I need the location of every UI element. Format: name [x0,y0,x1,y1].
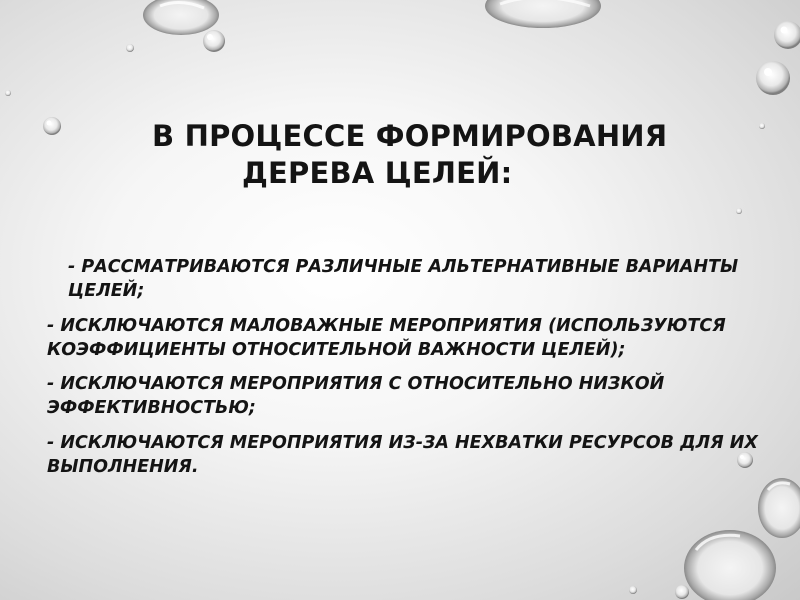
slide-title-line-2: ДЕРЕВА ЦЕЛЕЙ: [242,156,513,190]
bullet-line: ЭФФЕКТИВНОСТЬЮ; [47,398,256,418]
bullet-line: - РАССМАТРИВАЮТСЯ РАЗЛИЧНЫЕ АЛЬТЕРНАТИВНЫЕ ВАРИАНТЫ [68,257,739,277]
drop-right-mid-tiny-1 [736,208,742,214]
drop-top-left-tiny [126,44,134,52]
bullet-line: ВЫПОЛНЕНИЯ. [47,457,199,477]
drop-top-left-small [203,30,225,52]
bullet-item [47,431,758,479]
drop-top-right-large [485,0,601,28]
bullet-item [47,255,758,303]
bullet-item [47,372,758,420]
drop-right-upper-tiny [759,123,765,129]
drop-left-tiny [5,90,11,96]
bullet-item [47,314,758,362]
drop-left-mid [43,117,61,135]
slide-title-line-1: В ПРОЦЕССЕ ФОРМИРОВАНИЯ [152,119,668,153]
drop-bottom-right-large [758,478,800,538]
bullet-line: - ИСКЛЮЧАЮТСЯ МЕРОПРИЯТИЯ ИЗ-ЗА НЕХВАТКИ РЕСУРСОВ ДЛЯ ИХ [47,433,758,453]
drop-top-right-corner [774,21,800,49]
drop-bottom-right-tiny [629,586,637,594]
bullet-line: - ИСКЛЮЧАЮТСЯ МЕРОПРИЯТИЯ С ОТНОСИТЕЛЬНО НИЗКОЙ [47,374,665,394]
drop-bottom-right-small [675,585,689,599]
drop-top-left-large [143,0,219,35]
bullet-line: ЦЕЛЕЙ; [68,281,145,301]
drop-right-upper [756,61,790,95]
bullet-line: КОЭФФИЦИЕНТЫ ОТНОСИТЕЛЬНОЙ ВАЖНОСТИ ЦЕЛЕЙ); [47,340,626,360]
drop-bottom-right-medium [684,530,776,600]
bullet-line: - ИСКЛЮЧАЮТСЯ МАЛОВАЖНЫЕ МЕРОПРИЯТИЯ (ИСПОЛЬЗУЮТСЯ [47,316,726,336]
